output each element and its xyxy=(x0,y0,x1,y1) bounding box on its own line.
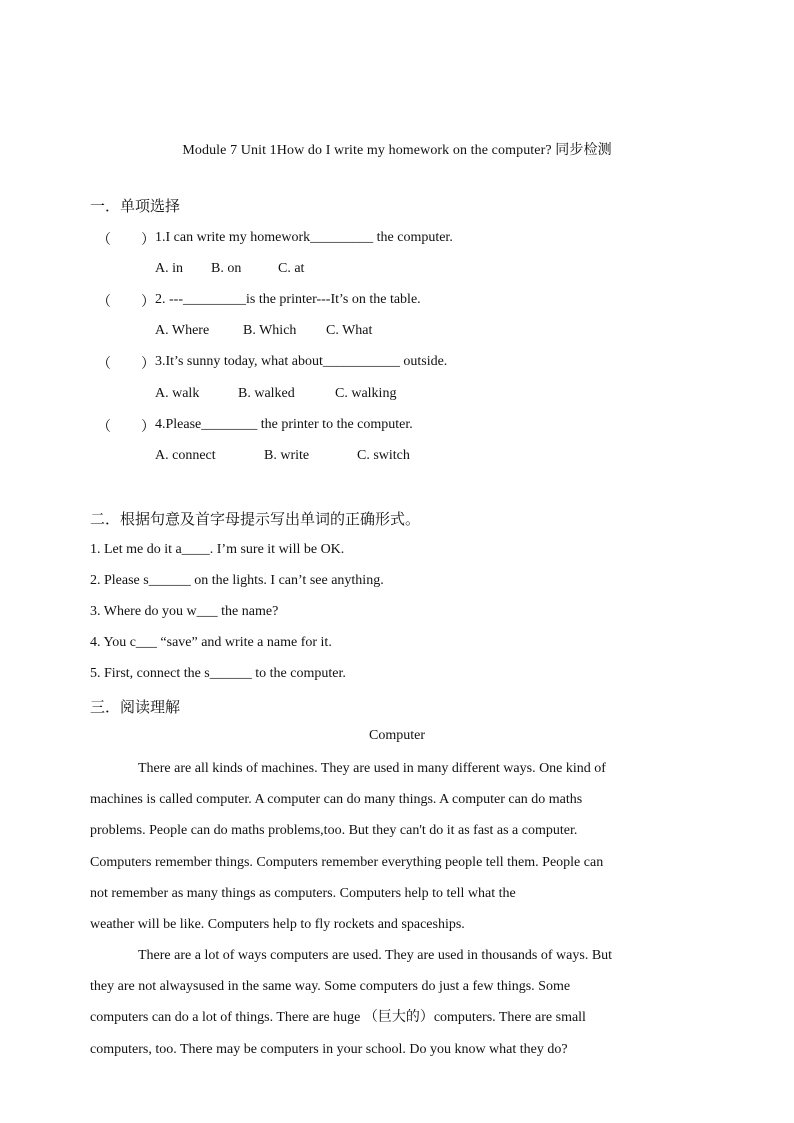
question-3-option-a: A. walk xyxy=(155,386,200,401)
para2-line: computers can do a lot of things. There are huge （巨大的）computers. There are small xyxy=(90,1010,586,1026)
para1-line: weather will be like. Computers help to fly rockets and spaceships. xyxy=(90,917,465,933)
fill-item-1: 1. Let me do it a____. I’m sure it will be OK. xyxy=(90,542,345,557)
fill-item-2: 2. Please s______ on the lights. I can’t see anything. xyxy=(90,573,384,588)
question-2-option-c: C. What xyxy=(326,323,373,338)
reading-title: Computer xyxy=(369,728,425,743)
question-3-option-c: C. walking xyxy=(335,386,397,401)
paren-open: （ xyxy=(97,420,111,435)
para1-line: not remember as many things as computers. Computers help to tell what the xyxy=(90,885,516,901)
reading-paragraph-1 xyxy=(90,753,702,940)
section-2-heading: 二．根据句意及首字母提示写出单词的正确形式。 xyxy=(90,510,421,528)
question-4-text: 4.Please________ the printer to the computer. xyxy=(155,417,413,432)
question-3-text: 3.It’s sunny today, what about___________ outside. xyxy=(155,354,448,369)
paren-close: ） xyxy=(141,295,155,310)
question-1-option-b: B. on xyxy=(211,261,242,276)
fill-item-4: 4. You c___ “save” and write a name for it. xyxy=(90,635,332,650)
question-1-option-a: A. in xyxy=(155,261,183,276)
para1-line: machines is called computer. A computer can do many things. A computer can do maths xyxy=(90,792,583,808)
question-4-option-b: B. write xyxy=(264,448,310,463)
para1-line: There are all kinds of machines. They are used in many different ways. One kind of xyxy=(138,761,606,776)
paren-close: ） xyxy=(141,233,155,248)
question-4-option-c: C. switch xyxy=(357,448,410,463)
para1-line: Computers remember things. Computers remember everything people tell them. People can xyxy=(90,854,604,870)
question-1-text: 1.I can write my homework_________ the computer. xyxy=(155,230,453,245)
reading-paragraph-2 xyxy=(90,940,702,1065)
question-4-option-a: A. connect xyxy=(155,448,216,463)
section-3-heading: 三．阅读理解 xyxy=(90,698,181,716)
document-title: Module 7 Unit 1How do I write my homework on the computer? 同步检测 xyxy=(182,143,612,158)
fill-item-5: 5. First, connect the s______ to the computer. xyxy=(90,666,346,681)
question-2-option-b: B. Which xyxy=(243,323,297,338)
para2-line: There are a lot of ways computers are used. They are used in thousands of ways. But xyxy=(138,948,613,963)
question-1-option-c: C. at xyxy=(278,261,305,276)
question-2-text: 2. ---_________is the printer---It’s on the table. xyxy=(155,292,421,307)
paren-open: （ xyxy=(97,233,111,248)
question-2-option-a: A. Where xyxy=(155,323,210,338)
para2-line: they are not alwaysused in the same way. Some computers do just a few things. Some xyxy=(90,979,571,995)
paren-close: ） xyxy=(141,357,155,372)
question-3-option-b: B. walked xyxy=(238,386,295,401)
para2-line: computers, too. There may be computers in your school. Do you know what they do? xyxy=(90,1041,568,1057)
paren-open: （ xyxy=(97,357,111,372)
section-1-heading: 一．单项选择 xyxy=(90,197,181,215)
paren-close: ） xyxy=(141,420,155,435)
paren-open: （ xyxy=(97,295,111,310)
fill-item-3: 3. Where do you w___ the name? xyxy=(90,604,279,619)
para1-line: problems. People can do maths problems,too. But they can't do it as fast as a computer. xyxy=(90,823,578,839)
